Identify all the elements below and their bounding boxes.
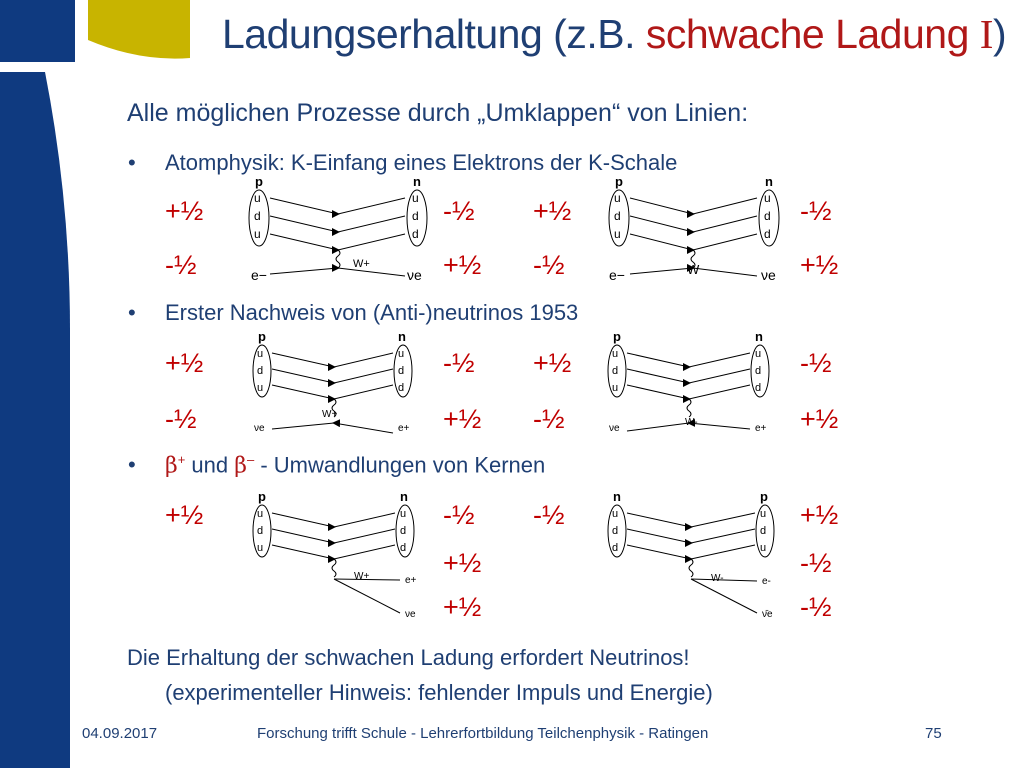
bullet-3: • — [128, 452, 136, 477]
d1-quark-line-3 — [270, 234, 405, 250]
section-1-heading: Atomphysik: K-Einfang eines Elektrons der K-Schale — [165, 150, 678, 175]
intro-text: Alle möglichen Prozesse durch „Umklappen“ von Linien: — [127, 99, 749, 127]
bullet-1: • — [128, 150, 136, 175]
d5-rq2: d — [400, 525, 407, 537]
d3-left-top: p — [258, 329, 266, 344]
charge-r5-c3: -½ — [533, 500, 565, 530]
charge-r2-c1: -½ — [165, 250, 197, 280]
d4-right-top: n — [755, 329, 763, 344]
d6-quark-line-2 — [627, 529, 755, 543]
charge-r3-c3: +½ — [533, 348, 572, 378]
d5-quark-line-1 — [272, 513, 395, 527]
d2-boson-label: W — [687, 262, 700, 277]
d6-boson-label: W- — [711, 573, 724, 584]
footer-page-number: 75 — [925, 725, 942, 742]
charge-r3-c1: +½ — [165, 348, 204, 378]
d3-boson-label: W+ — [322, 409, 338, 420]
d3-lepton-right: e+ — [398, 423, 410, 434]
d5-rq3: d — [400, 542, 407, 554]
d2-right-top: n — [765, 174, 773, 189]
title-symbol: I — [979, 11, 993, 57]
d1-w-boson — [336, 250, 340, 268]
d2-lq3: u — [614, 227, 621, 241]
d6-lq2: d — [612, 525, 619, 537]
d3-right-top: n — [398, 329, 406, 344]
charge-r5-c2: -½ — [443, 500, 475, 530]
charge-r1-c2: -½ — [443, 196, 475, 226]
heading-und: und — [185, 452, 235, 478]
d5-lq2: d — [257, 525, 264, 537]
d3-lq1: u — [257, 348, 264, 360]
footer-center: Forschung trifft Schule - Lehrerfortbildung Teilchenphysik - Ratingen — [257, 725, 709, 742]
d6-rq3: u — [760, 542, 767, 554]
charge-r2-c2: +½ — [443, 250, 482, 280]
d5-rq1: u — [400, 508, 407, 520]
d3-rq3: d — [398, 382, 405, 394]
title-highlight: schwache Ladung — [645, 11, 980, 57]
d2-quark-line-1 — [630, 198, 757, 214]
d3-quark-line-2 — [272, 369, 393, 383]
d2-lepton-left: e− — [609, 267, 625, 283]
d4-lepton-left: νe — [609, 423, 620, 434]
charge-r6-c1: +½ — [443, 548, 482, 578]
charge-r5-c1: +½ — [165, 500, 204, 530]
d5-quark-line-3 — [272, 545, 395, 559]
section-3-heading — [165, 452, 545, 478]
d6-right-top: p — [760, 489, 768, 504]
charge-r7-c2: -½ — [800, 592, 832, 622]
charge-r4-c3: -½ — [533, 404, 565, 434]
d4-rq2: d — [755, 365, 762, 377]
d3-lq3: u — [257, 382, 264, 394]
d3-quark-line-1 — [272, 353, 393, 367]
d6-lep-b: ν̄e — [762, 609, 773, 620]
d4-lq3: u — [612, 382, 619, 394]
d4-boson-label: W- — [685, 417, 698, 428]
feynman-diagram-2 — [605, 170, 795, 290]
d6-left-top: n — [613, 489, 621, 504]
charge-r4-c2: +½ — [443, 404, 482, 434]
charge-r1-c4: -½ — [800, 196, 832, 226]
d5-lepton-a — [334, 579, 400, 580]
bullet-2: • — [128, 300, 136, 325]
d3-rq2: d — [398, 365, 405, 377]
charge-r4-c1: -½ — [165, 404, 197, 434]
d1-rq3: d — [412, 227, 419, 241]
d5-lep-b: νe — [405, 609, 416, 620]
d2-left-top: p — [615, 174, 623, 189]
charge-r3-c2: -½ — [443, 348, 475, 378]
deco-blue-band — [0, 72, 70, 768]
d6-lepton-b — [691, 579, 757, 613]
d3-rq1: u — [398, 348, 405, 360]
d4-quark-line-3 — [627, 385, 750, 399]
d3-lepton-left: νe — [254, 423, 265, 434]
charge-r1-c3: +½ — [533, 196, 572, 226]
d4-left-top: p — [613, 329, 621, 344]
d4-quark-line-2 — [627, 369, 750, 383]
feynman-diagram-6 — [605, 485, 785, 625]
d6-quark-line-3 — [627, 545, 755, 559]
beta-minus-symbol: β — [234, 453, 247, 479]
d5-lq1: u — [257, 508, 264, 520]
charge-r2-c3: -½ — [533, 250, 565, 280]
d2-quark-line-2 — [630, 216, 757, 232]
d6-lep-a: e- — [762, 576, 771, 587]
d6-quark-line-1 — [627, 513, 755, 527]
d2-lq1: u — [614, 191, 621, 205]
heading-rest: - Umwandlungen von Kernen — [254, 452, 546, 478]
d4-lepton-right: e+ — [755, 423, 767, 434]
d2-rq3: d — [764, 227, 771, 241]
d2-lq2: d — [614, 209, 621, 223]
d6-w-boson — [689, 559, 693, 577]
d6-rq2: d — [760, 525, 767, 537]
title-close: ) — [992, 11, 1007, 57]
d1-lepton-right: νe — [407, 267, 422, 283]
hint-text: (experimenteller Hinweis: fehlender Impuls und Energie) — [165, 680, 713, 705]
d4-quark-line-1 — [627, 353, 750, 367]
d4-w-boson — [687, 399, 691, 417]
d1-lq3: u — [254, 227, 261, 241]
beta-minus-sign: – — [246, 452, 255, 467]
d1-lq2: d — [254, 209, 261, 223]
d2-rq1: u — [764, 191, 771, 205]
d4-rq3: d — [755, 382, 762, 394]
slide-title — [222, 10, 1006, 58]
d5-right-top: n — [400, 489, 408, 504]
d6-lepton-a — [691, 579, 757, 581]
d3-quark-line-3 — [272, 385, 393, 399]
d5-boson-label: W+ — [354, 571, 370, 582]
d1-boson-label: W+ — [353, 258, 370, 270]
charge-r4-c4: +½ — [800, 404, 839, 434]
charge-r3-c4: -½ — [800, 348, 832, 378]
charge-r7-c1: +½ — [443, 592, 482, 622]
charge-r1-c1: +½ — [165, 196, 204, 226]
footer-date: 04.09.2017 — [82, 725, 158, 742]
d1-left-top: p — [255, 174, 263, 189]
d6-lq3: d — [612, 542, 619, 554]
d1-right-top: n — [413, 174, 421, 189]
title-main: Ladungserhaltung (z.B. — [222, 11, 646, 57]
conclusion-text: Die Erhaltung der schwachen Ladung erfordert Neutrinos! — [127, 645, 690, 670]
d4-lq1: u — [612, 348, 619, 360]
d5-w-boson — [332, 559, 336, 577]
feynman-diagram-1 — [245, 170, 435, 290]
feynman-diagram-5 — [250, 485, 430, 625]
d5-lepton-b — [334, 579, 400, 613]
d5-quark-line-2 — [272, 529, 395, 543]
section-2-heading: Erster Nachweis von (Anti-)neutrinos 1953 — [165, 300, 579, 325]
d6-lq1: u — [612, 508, 619, 520]
d1-lepton-line — [270, 268, 405, 276]
d1-quark-line-2 — [270, 216, 405, 232]
beta-plus-symbol: β — [165, 453, 178, 479]
d3-lq2: d — [257, 365, 264, 377]
d2-rq2: d — [764, 209, 771, 223]
d6-rq1: u — [760, 508, 767, 520]
d2-lepton-right: νe — [761, 267, 776, 283]
d1-lq1: u — [254, 191, 261, 205]
d4-rq1: u — [755, 348, 762, 360]
d2-quark-line-3 — [630, 234, 757, 250]
d1-rq2: d — [412, 209, 419, 223]
charge-r5-c4: +½ — [800, 500, 839, 530]
charge-r2-c4: +½ — [800, 250, 839, 280]
deco-blue-square — [0, 0, 75, 62]
d3-lepton-line — [272, 423, 393, 433]
d5-left-top: p — [258, 489, 266, 504]
d5-lep-a: e+ — [405, 575, 417, 586]
d1-lepton-left: e− — [251, 267, 267, 283]
d1-rq1: u — [412, 191, 419, 205]
d1-quark-line-1 — [270, 198, 405, 214]
d5-lq3: u — [257, 542, 264, 554]
charge-r6-c2: -½ — [800, 548, 832, 578]
feynman-diagram-4 — [605, 325, 785, 440]
deco-olive-shape — [88, 0, 190, 59]
beta-plus-sign: + — [177, 452, 186, 467]
feynman-diagram-3 — [250, 325, 425, 440]
d4-lq2: d — [612, 365, 619, 377]
